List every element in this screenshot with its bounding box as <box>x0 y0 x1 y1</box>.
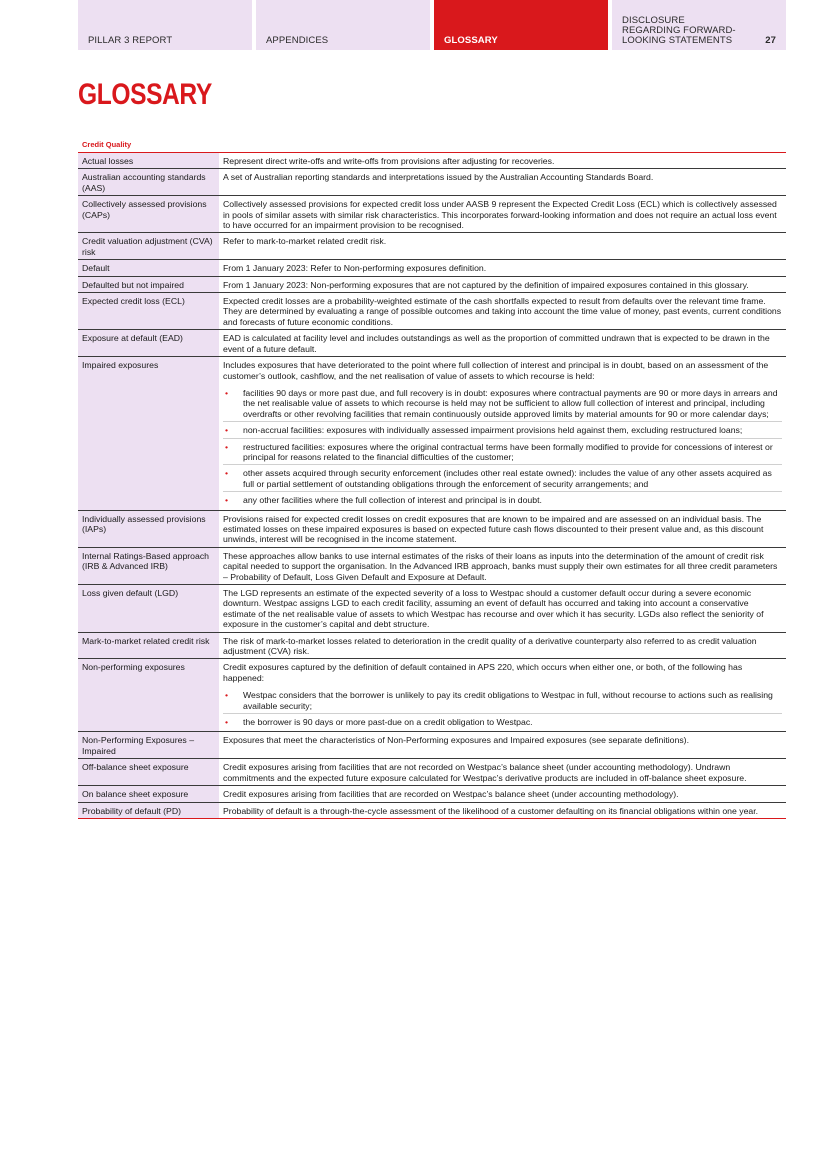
glossary-term: Impaired exposures <box>78 357 219 509</box>
definition-text: These approaches allow banks to use internal estimates of the risks of their loans as inputs into the determination of the amount of credit risk capital needed to support the organisation. In the Advanced IRB approach, banks must supply their own estimates for all three credit parameters – Probability of Default, Loss Given Default and Exposure at Default. <box>223 550 778 582</box>
tab-label: APPENDICES <box>266 35 329 46</box>
glossary-definition <box>219 659 786 731</box>
glossary-term: Off-balance sheet exposure <box>78 759 219 785</box>
definition-text: Probability of default is a through-the-cycle assessment of the likelihood of a customer defaulting on its financial obligations within one year. <box>223 805 759 816</box>
glossary-row <box>78 260 786 276</box>
glossary-row <box>78 153 786 169</box>
definition-text: Includes exposures that have deteriorated to the point where full collection of interest and principal is in doubt, based on an assessment of the customer’s outlook, cashflow, and the net realisation of value of assets to which recourse is held: <box>223 360 769 381</box>
glossary-row <box>78 233 786 260</box>
definition-text: The LGD represents an estimate of the expected severity of a loss to Westpac should a customer default occur during a severe economic downturn. Westpac assigns LGD to each credit facility, assuming an event of default has occurred and taking into account a conservative estimate of the net realisable value of assets to which Westpac has recourse and over which it has security. LGDs also reflect the seniority of exposure in the customer’s capital and debt structure. <box>223 588 764 630</box>
tab-glossary[interactable] <box>434 0 608 50</box>
glossary-term: Probability of default (PD) <box>78 803 219 818</box>
glossary-table <box>78 152 786 819</box>
glossary-term: Non-Performing Exposures – Impaired <box>78 732 219 758</box>
glossary-term: Mark-to-market related credit risk <box>78 633 219 659</box>
definition-bullet: • other assets acquired through security enforcement (includes other real estate owned): includes the value of any other assets acquired as full or partial settlement of outstanding obligations through the enforcement of security arrangements; and <box>223 464 782 491</box>
glossary-row <box>78 293 786 330</box>
glossary-row <box>78 732 786 759</box>
top-navigation <box>78 0 786 50</box>
glossary-term: Actual losses <box>78 153 219 168</box>
glossary-row <box>78 759 786 786</box>
definition-text: From 1 January 2023: Non-performing exposures that are not captured by the definition of impaired exposures contained in this glossary. <box>223 279 749 290</box>
tab-forward-looking-statements[interactable] <box>612 0 786 50</box>
definition-bullet: • Westpac considers that the borrower is unlikely to pay its credit obligations to Westpac in full, without recourse to actions such as realising available security; <box>223 687 782 713</box>
glossary-row <box>78 330 786 357</box>
definition-text: Exposures that meet the characteristics of Non-Performing exposures and Impaired exposures (see separate definitions). <box>223 735 689 746</box>
glossary-row <box>78 277 786 293</box>
glossary-row <box>78 169 786 196</box>
glossary-row <box>78 786 786 802</box>
glossary-term: Collectively assessed provisions (CAPs) <box>78 196 219 232</box>
glossary-row <box>78 196 786 233</box>
definition-bullet-list <box>223 385 782 508</box>
tab-label: DISCLOSURE REGARDING FORWARD- LOOKING STATEMENTS <box>622 15 736 46</box>
glossary-definition <box>219 169 786 195</box>
definition-bullet: • any other facilities where the full collection of interest and principal is in doubt. <box>223 491 782 507</box>
glossary-row <box>78 548 786 585</box>
glossary-definition <box>219 732 786 758</box>
glossary-definition <box>219 511 786 547</box>
glossary-term: Individually assessed provisions (IAPs) <box>78 511 219 547</box>
tab-label: PILLAR 3 REPORT <box>88 35 173 46</box>
glossary-definition <box>219 153 786 168</box>
definition-text: The risk of mark-to-market losses related to deterioration in the credit quality of a derivative counterparty also referred to as credit valuation adjustment (CVA) risk. <box>223 635 757 657</box>
glossary-term: Defaulted but not impaired <box>78 277 219 292</box>
page-number: 27 <box>765 35 776 46</box>
definition-bullet: • restructured facilities: exposures where the original contractual terms have been formally modified to provide for concessions of interest or principal for reasons related to the financial difficulties of the customer; <box>223 438 782 465</box>
glossary-definition <box>219 330 786 356</box>
glossary-definition <box>219 293 786 329</box>
glossary-definition <box>219 277 786 292</box>
glossary-definition <box>219 357 786 509</box>
glossary-term: Loss given default (LGD) <box>78 585 219 632</box>
glossary-term: On balance sheet exposure <box>78 786 219 801</box>
glossary-definition <box>219 548 786 584</box>
glossary-row <box>78 357 786 510</box>
glossary-term: Credit valuation adjustment (CVA) risk <box>78 233 219 259</box>
glossary-term: Exposure at default (EAD) <box>78 330 219 356</box>
glossary-definition <box>219 260 786 275</box>
glossary-definition <box>219 585 786 632</box>
glossary-definition <box>219 803 786 818</box>
definition-text: Credit exposures arising from facilities that are recorded on Westpac’s balance sheet (under accounting methodology). <box>223 789 679 800</box>
glossary-definition <box>219 786 786 801</box>
glossary-definition <box>219 233 786 259</box>
definition-text: EAD is calculated at facility level and includes outstandings as well as the proportion of committed undrawn that is expected to be drawn in the event of a future default. <box>223 333 770 354</box>
definition-text: A set of Australian reporting standards and interpretations issued by the Australian Accounting Standards Board. <box>223 172 654 183</box>
definition-text: From 1 January 2023: Refer to Non-performing exposures definition. <box>223 263 487 274</box>
tab-pillar-3-report[interactable] <box>78 0 252 50</box>
glossary-row <box>78 803 786 819</box>
glossary-definition <box>219 196 786 232</box>
definition-text: Represent direct write-offs and write-offs from provisions after adjusting for recoveries. <box>223 156 555 166</box>
tab-appendices[interactable] <box>256 0 430 50</box>
definition-bullet: • facilities 90 days or more past due, and full recovery is in doubt: exposures where contractual payments are 90 or more days in arrears and the net realisable value of assets to which recourse is held may not be sufficient to allow full collection of interest and principal, including overdrafts or other revolving facilities that remain continuously outside approved limits by material amounts for 90 or more calendar days; <box>223 385 782 421</box>
tab-label: GLOSSARY <box>444 35 498 46</box>
glossary-term: Australian accounting standards (AAS) <box>78 169 219 195</box>
glossary-definition <box>219 759 786 785</box>
glossary-term: Default <box>78 260 219 275</box>
definition-text: Credit exposures captured by the definition of default contained in APS 220, which occurs when either one, or both, of the following has happened: <box>223 662 743 683</box>
glossary-row <box>78 585 786 633</box>
section-label: Credit Quality <box>82 140 132 149</box>
glossary-term: Expected credit loss (ECL) <box>78 293 219 329</box>
definition-text: Expected credit losses are a probability-weighted estimate of the cash shortfalls expected to result from defaults over the relevant time frame. They are determined by evaluating a range of possible outcomes and taking into account the time value of money, past events, current conditions and forecasts of future economic conditions. <box>223 296 782 327</box>
definition-text: Credit exposures arising from facilities that are not recorded on Westpac’s balance sheet (under accounting methodology). Undrawn commitments and the expected future exposure calculated for Westpac’s derivative products are included in off-balance sheet exposure. <box>223 762 747 783</box>
definition-text: Refer to mark-to-market related credit risk. <box>223 236 387 247</box>
definition-bullet: • the borrower is 90 days or more past-due on a credit obligation to Westpac. <box>223 713 782 729</box>
definition-bullet: • non-accrual facilities: exposures with individually assessed impairment provisions held against them, excluding restructured loans; <box>223 421 782 437</box>
definition-text: Collectively assessed provisions for expected credit loss under AASB 9 represent the Expected Credit Loss (ECL) which is collectively assessed in pools of similar assets with similar risk characteristics. This incorporates forward-looking information and does not require an actual loss event to have occurred for an impairment provision to be recognised. <box>223 199 777 231</box>
glossary-row <box>78 659 786 732</box>
definition-text: Provisions raised for expected credit losses on credit exposures that are known to be impaired and are assessed on an individual basis. The estimated losses on these impaired exposures is based on expected future cash flows discounted to their present value and, as this discount unwinds, interest will be recognised in the income statement. <box>223 513 764 545</box>
glossary-row <box>78 633 786 660</box>
page-title: GLOSSARY <box>78 78 212 111</box>
definition-bullet-list <box>223 687 782 729</box>
glossary-row <box>78 511 786 548</box>
glossary-term: Internal Ratings-Based approach (IRB & Advanced IRB) <box>78 548 219 584</box>
glossary-term: Non-performing exposures <box>78 659 219 731</box>
glossary-definition <box>219 633 786 659</box>
